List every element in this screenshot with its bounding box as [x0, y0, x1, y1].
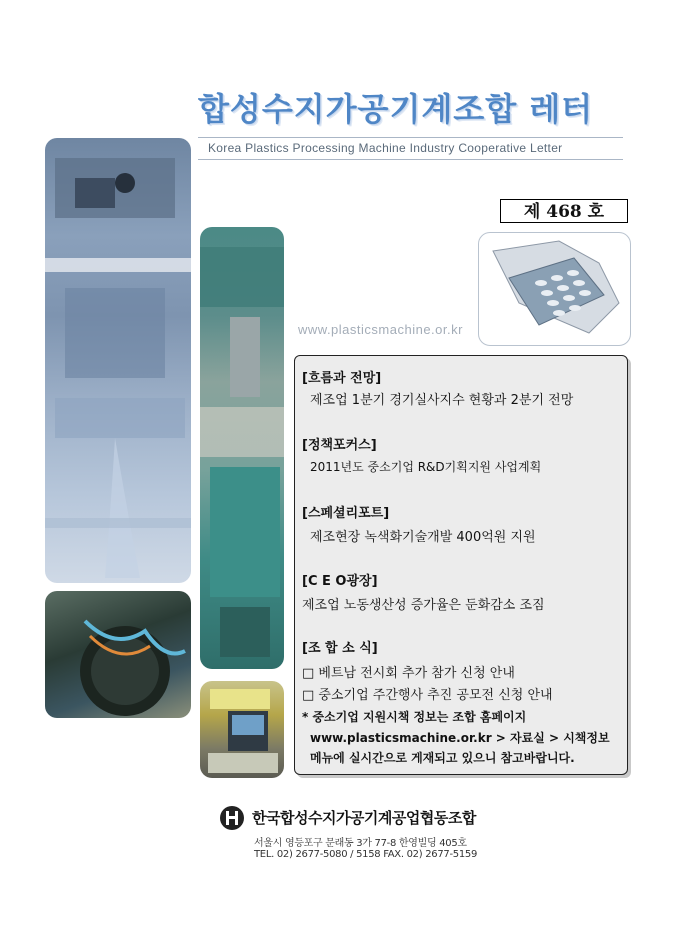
pipe-photo — [45, 591, 191, 718]
section-item-news-2: □ 중소기업 주간행사 추진 공모전 신청 안내 — [302, 688, 553, 703]
section-heading-special: [스페셜리포트] — [302, 506, 390, 521]
product-image-frame — [478, 232, 631, 346]
header-divider-bottom — [198, 159, 623, 160]
section-heading-trend: [흐름과 전망] — [302, 371, 382, 386]
control-panel-illustration — [200, 681, 284, 778]
section-item-news-1: □ 베트남 전시회 추가 참가 신청 안내 — [302, 666, 515, 681]
letter-subtitle: Korea Plastics Processing Machine Industry Cooperative Letter — [208, 141, 563, 155]
cooperative-logo-icon — [220, 806, 244, 830]
section-heading-news: [조 합 소 식] — [302, 641, 378, 656]
header-divider-top — [198, 137, 623, 138]
extruder-illustration — [200, 227, 284, 669]
extruder-photo — [200, 227, 284, 669]
organization-name: 한국합성수지가공기계공업협동조합 — [252, 809, 476, 827]
pipe-illustration — [45, 591, 191, 718]
notice-line-3: 메뉴에 실시간으로 게재되고 있으니 참고바랍니다. — [310, 751, 575, 765]
control-panel-photo — [200, 681, 284, 778]
section-item-trend: 제조업 1분기 경기실사지수 현황과 2분기 전망 — [310, 393, 574, 408]
section-heading-policy: [정책포커스] — [302, 438, 377, 453]
section-item-policy: 2011년도 중소기업 R&D기획지원 사업계획 — [310, 460, 542, 474]
section-heading-ceo: [C E O광장] — [302, 574, 378, 589]
website-url[interactable]: www.plasticsmachine.or.kr — [298, 322, 463, 337]
organization-address: 서울시 영등포구 문래동 3가 77-8 한영빌딩 405호 — [254, 838, 467, 849]
notice-line-1: * 중소기업 지원시책 정보는 조합 홈페이지 — [302, 710, 527, 724]
machine-illustration — [45, 138, 191, 583]
organization-contact: TEL. 02) 2677-5080 / 5158 FAX. 02) 2677-5159 — [254, 849, 478, 860]
letter-title: 합성수지가공기계조합 레터 — [198, 90, 594, 128]
phone-keypad-icon — [479, 233, 630, 345]
machine-photo-large — [45, 138, 191, 583]
section-item-special: 제조현장 녹색화기술개발 400억원 지원 — [310, 530, 536, 545]
issue-number: 제 468 호 — [500, 199, 628, 223]
section-item-ceo: 제조업 노동생산성 증가율은 둔화감소 조짐 — [302, 598, 545, 613]
notice-line-2: www.plasticsmachine.or.kr > 자료실 > 시책정보 — [310, 731, 610, 745]
